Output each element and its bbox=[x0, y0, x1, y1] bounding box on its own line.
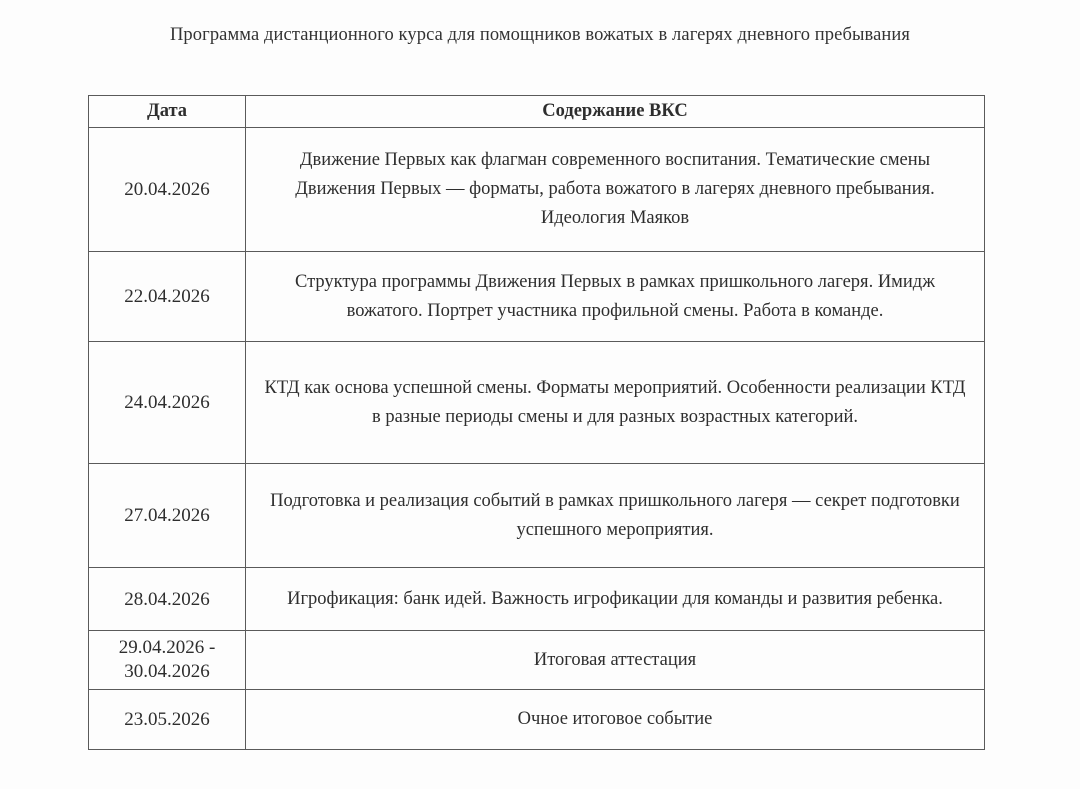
schedule-table bbox=[88, 95, 985, 750]
row-content: КТД как основа успешной смены. Форматы мероприятий. Особенности реализации КТД в разные периоды смены и для разных возрастных категорий. bbox=[246, 342, 985, 464]
row-content: Очное итоговое событие bbox=[246, 690, 985, 750]
table-row bbox=[89, 464, 985, 568]
row-date: 22.04.2026 bbox=[89, 252, 246, 342]
row-content: Итоговая аттестация bbox=[246, 631, 985, 690]
row-content: Игрофикация: банк идей. Важность игрофикации для команды и развития ребенка. bbox=[246, 568, 985, 631]
row-date: 23.05.2026 bbox=[89, 690, 246, 750]
row-content: Структура программы Движения Первых в рамках пришкольного лагеря. Имидж вожатого. Портрет участника профильной смены. Работа в команде. bbox=[246, 252, 985, 342]
document-title: Программа дистанционного курса для помощников вожатых в лагерях дневного пребывания bbox=[169, 25, 911, 45]
header-content: Содержание ВКС bbox=[246, 96, 985, 128]
table-row bbox=[89, 690, 985, 750]
table-row bbox=[89, 128, 985, 252]
header-date: Дата bbox=[89, 96, 246, 128]
table-row bbox=[89, 252, 985, 342]
table-row bbox=[89, 631, 985, 690]
table-header-row bbox=[89, 96, 985, 128]
table-row bbox=[89, 342, 985, 464]
table-row bbox=[89, 568, 985, 631]
row-content: Движение Первых как флагман современного воспитания. Тематические смены Движения Первых — форматы, работа вожатого в лагерях дневного пребывания. Идеология Маяков bbox=[246, 128, 985, 252]
row-date: 20.04.2026 bbox=[89, 128, 246, 252]
row-date: 29.04.2026 - 30.04.2026 bbox=[89, 631, 246, 690]
row-date: 24.04.2026 bbox=[89, 342, 246, 464]
row-date: 27.04.2026 bbox=[89, 464, 246, 568]
row-content: Подготовка и реализация событий в рамках пришкольного лагеря — секрет подготовки успешного мероприятия. bbox=[246, 464, 985, 568]
row-date: 28.04.2026 bbox=[89, 568, 246, 631]
